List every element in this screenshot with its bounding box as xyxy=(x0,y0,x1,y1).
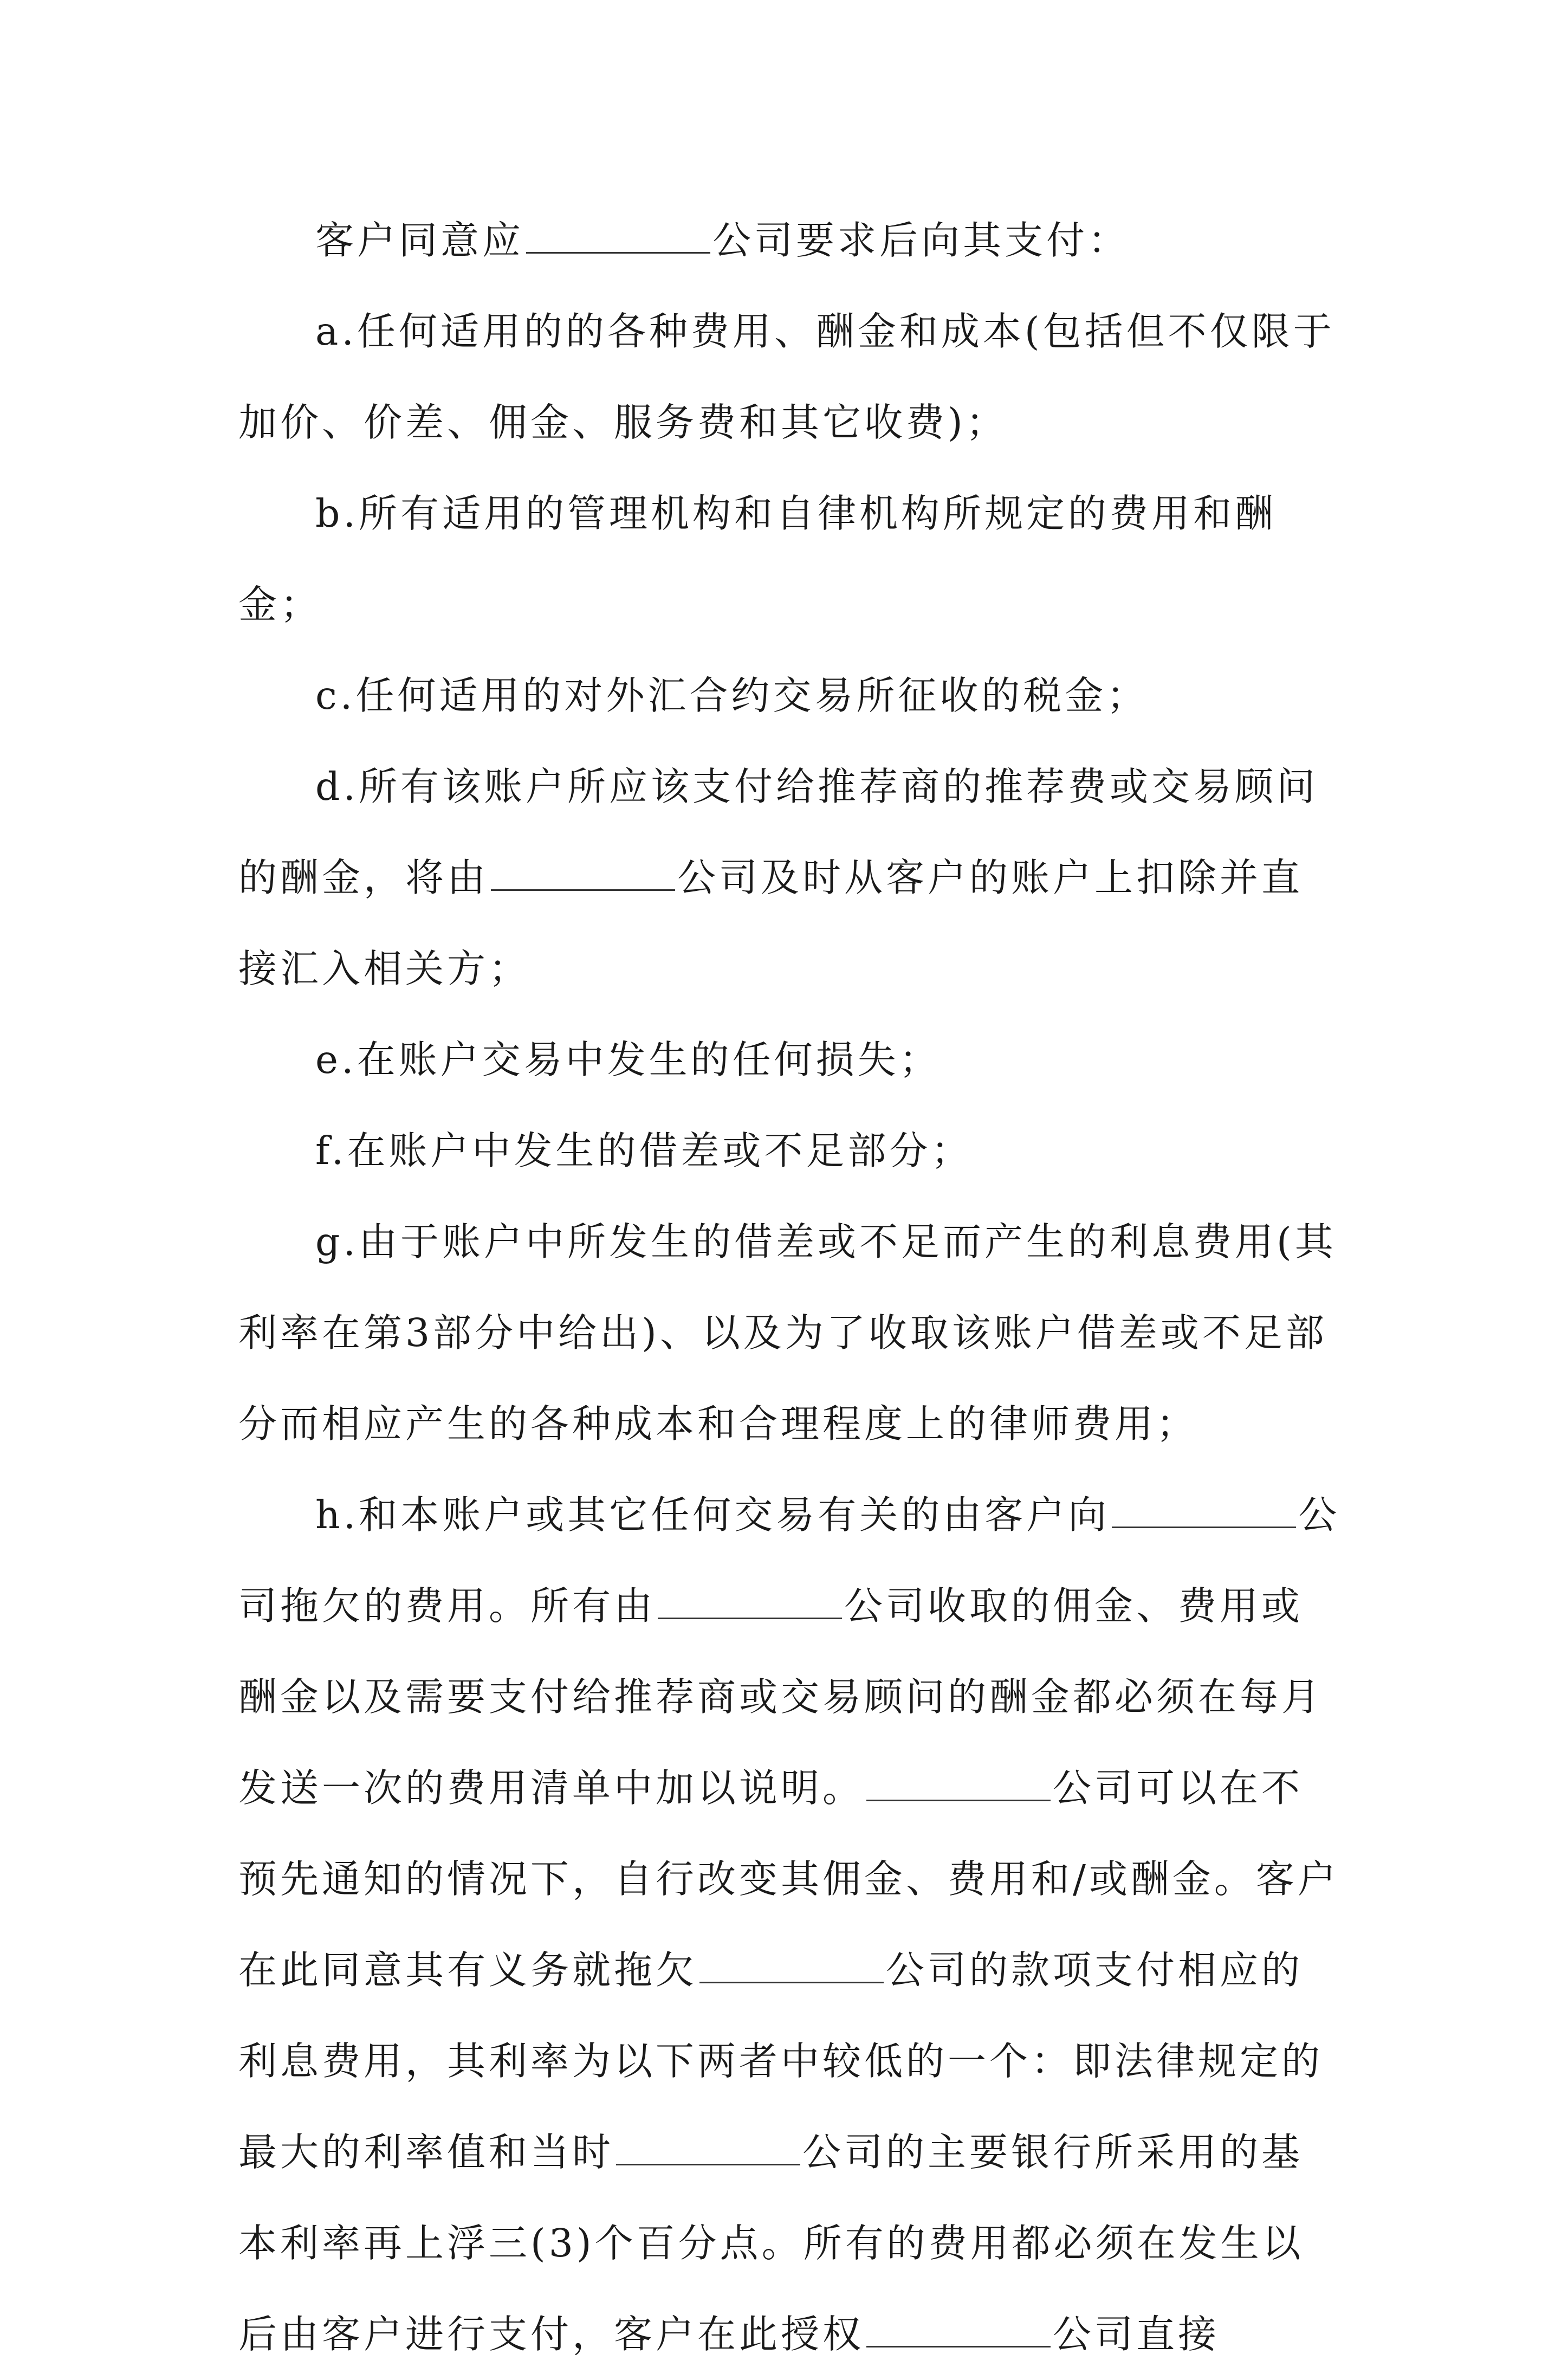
item-d xyxy=(238,741,1340,1014)
company-name-blank xyxy=(491,858,675,891)
company-name-blank xyxy=(616,2132,800,2165)
item-h-text-2: 公司拖欠的费用。所有由 xyxy=(238,1492,1340,1628)
intro-text-before: 客户同意应 xyxy=(315,218,524,263)
company-name-blank xyxy=(526,221,710,254)
item-d-text-1: d.所有该账户所应该支付给推荐商的推荐费或交易顾问的酬金，将由 xyxy=(238,764,1319,900)
item-h-text-7: 公司直接 xyxy=(1053,2312,1220,2357)
item-b: b.所有适用的管理机构和自律机构所规定的费用和酬金； xyxy=(238,491,1277,627)
item-g: g.由于账户中所发生的借差或不足而产生的利息费用(其利率在第3部分中给出)、以及为了收取该账户借差或不足部分而相应产生的各种成本和合理程度上的律师费用； xyxy=(238,1219,1337,1446)
item-h-text-1: h.和本账户或其它任何交易有关的由客户向 xyxy=(315,1492,1110,1537)
item-a: a.任何适用的的各种费用、酬金和成本(包括但不仅限于加价、价差、佣金、服务费和其它收费)； xyxy=(238,309,1335,445)
company-name-blank xyxy=(866,1768,1051,1801)
item-c: c.任何适用的对外汇合约交易所征收的税金； xyxy=(315,673,1149,718)
document-body xyxy=(238,195,1340,2380)
item-h-text-5: 公司的款项支付相应的利息费用，其利率为以下两者中较低的一个：即法律规定的最大的利率值和当时 xyxy=(238,1948,1324,2175)
company-name-blank xyxy=(1112,1495,1296,1528)
item-f: f.在账户中发生的借差或不足部分； xyxy=(315,1128,973,1173)
intro-paragraph xyxy=(238,195,1340,286)
company-name-blank xyxy=(658,1586,842,1619)
company-name-blank xyxy=(699,1950,884,1983)
item-h xyxy=(238,1470,1340,2380)
company-name-blank xyxy=(866,2314,1051,2347)
item-h-text-3: 公司收取的佣金、费用或酬金以及需要支付给推荐商或交易顾问的酬金都必须在每月发送一次的费用清单中加以说明。 xyxy=(238,1583,1324,1810)
item-h-text-4: 公司可以在不预先通知的情况下，自行改变其佣金、费用和/或酬金。客户在此同意其有义务就拖欠 xyxy=(238,1765,1339,1993)
item-d-text-2: 公司及时从客户的账户上扣除并直接汇入相关方； xyxy=(238,855,1304,991)
item-e: e.在账户交易中发生的任何损失； xyxy=(315,1037,941,1082)
item-h-text-6: 公司的主要银行所采用的基本利率再上浮三(3)个百分点。所有的费用都必须在发生以后由客户进行支付，客户在此授权 xyxy=(238,2130,1304,2357)
intro-text-after: 公司要求后向其支付： xyxy=(712,218,1130,263)
